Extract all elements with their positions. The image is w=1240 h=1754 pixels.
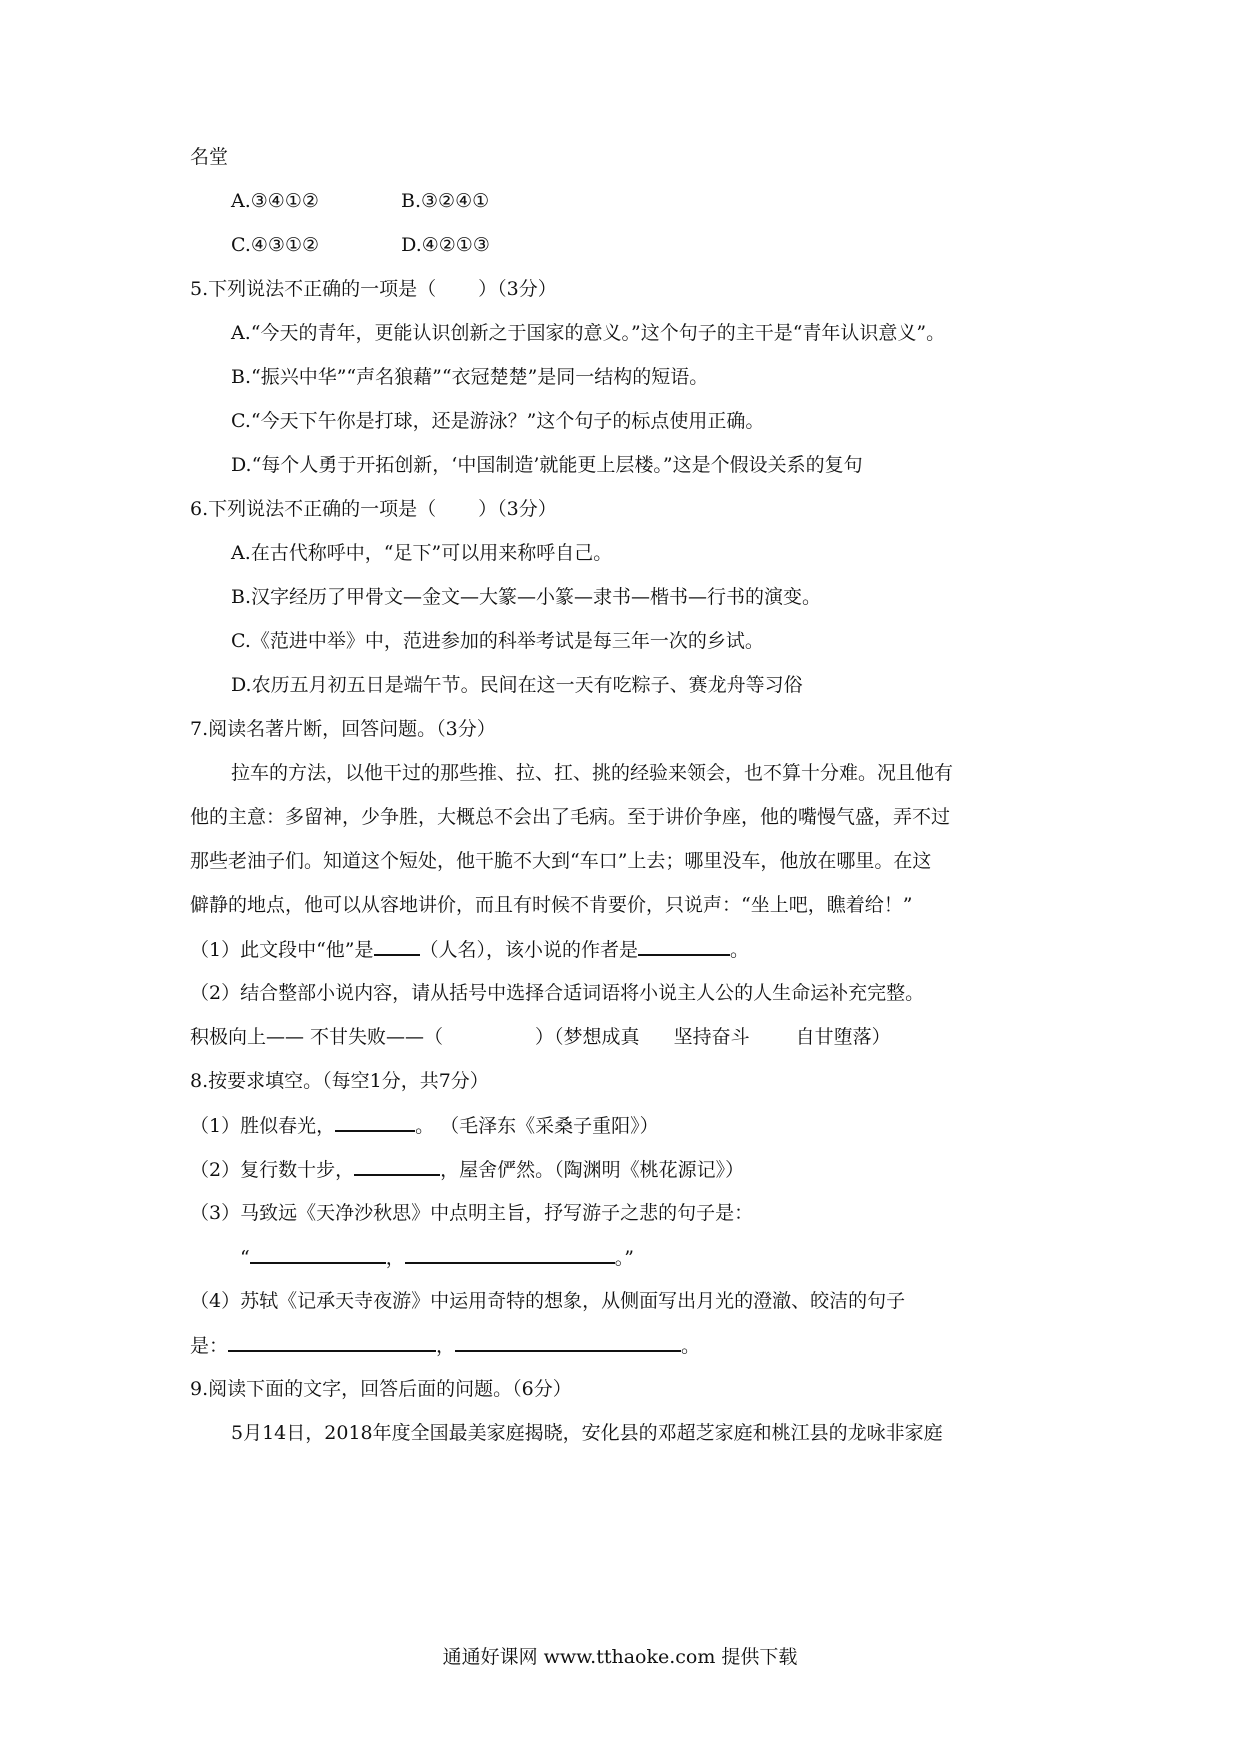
- answer-blank[interactable]: [455, 1332, 681, 1352]
- q5-option-a: A.“今天的青年，更能认识创新之于国家的意义。”这个句子的主干是“青年认识意义”。: [231, 322, 946, 344]
- q6-option-d: D.农历五月初五日是端午节。民间在这一天有吃粽子、赛龙舟等习俗: [231, 674, 803, 696]
- q9-passage-line-1: 5月14日，2018年度全国最美家庭揭晓，安化县的邓超芝家庭和桃江县的龙咏非家庭: [231, 1422, 943, 1444]
- q4-option-d: D.④②①③: [401, 234, 490, 256]
- answer-blank[interactable]: [354, 1156, 440, 1176]
- q8-sub-3: （3）马致远《天净沙秋思》中点明主旨，抒写游子之悲的句子是：: [190, 1202, 754, 1224]
- answer-blank[interactable]: [250, 1244, 386, 1264]
- footer-credit: 通通好课网 www.tthaoke.com 提供下载: [442, 1646, 798, 1668]
- q4-option-c: C.④③①②: [231, 234, 320, 256]
- q4-options-row-1: [231, 188, 489, 214]
- q8-sub-4: （4）苏轼《记承天寺夜游》中运用奇特的想象，从侧面写出月光的澄澈、皎洁的句子: [190, 1290, 906, 1312]
- q7-passage-line-2: 他的主意：多留神，少争胜，大概总不会出了毛病。至于讲价争座，他的嘴慢气盛，弄不过: [190, 806, 951, 828]
- q7-sub-2: （2）结合整部小说内容，请从括号中选择合适词语将小说主人公的人生命运补充完整。: [190, 982, 925, 1004]
- continuation-text: 名堂: [190, 146, 229, 168]
- q5-option-b: B.“振兴中华”“声名狼藉”“衣冠楚楚”是同一结构的短语。: [231, 366, 709, 388]
- q7-passage-line-1: 拉车的方法，以他干过的那些推、拉、扛、挑的经验来领会，也不算十分难。况且他有: [231, 762, 954, 784]
- q6-stem: 6.下列说法不正确的一项是（ ）（3分）: [190, 498, 557, 520]
- q5-stem: 5.下列说法不正确的一项是（ ）（3分）: [190, 278, 557, 300]
- q4-options-row-2: [231, 232, 490, 258]
- q8-sub-4-answer: 是： ， 。: [190, 1332, 700, 1359]
- q6-option-c: C.《范进中举》中，范进参加的科举考试是每三年一次的乡试。: [231, 630, 764, 652]
- answer-blank[interactable]: [374, 936, 420, 956]
- q6-option-a: A.在古代称呼中，“足下”可以用来称呼自己。: [231, 542, 613, 564]
- q9-stem: 9.阅读下面的文字，回答后面的问题。（6分）: [190, 1378, 572, 1400]
- q7-sub-2-choices: 积极向上—— 不甘失败——（ ）（梦想成真 坚持奋斗 自甘堕落）: [190, 1026, 891, 1048]
- answer-blank[interactable]: [405, 1244, 615, 1264]
- answer-blank[interactable]: [228, 1332, 436, 1352]
- q6-option-b: B.汉字经历了甲骨文—金文—大篆—小篆—隶书—楷书—行书的演变。: [231, 586, 822, 608]
- q8-sub-3-answer: “ ， 。”: [240, 1244, 634, 1271]
- q5-option-d: D.“每个人勇于开拓创新，‘中国制造’就能更上层楼。”这是个假设关系的复句: [231, 454, 863, 476]
- q8-sub-2: （2）复行数十步， ，屋舍俨然。（陶渊明《桃花源记》）: [190, 1156, 744, 1183]
- q8-sub-1: （1）胜似春光， 。 （毛泽东《采桑子重阳》）: [190, 1112, 659, 1139]
- q7-passage-line-4: 僻静的地点，他可以从容地讲价，而且有时候不肯要价，只说声：“坐上吧，瞧着给！”: [190, 894, 913, 916]
- q7-stem: 7.阅读名著片断，回答问题。（3分）: [190, 718, 496, 740]
- q4-option-a: A.③④①②: [231, 190, 319, 212]
- q4-option-b: B.③②④①: [401, 190, 490, 212]
- answer-blank[interactable]: [335, 1112, 415, 1132]
- q7-passage-line-3: 那些老油子们。知道这个短处，他干脆不大到“车口”上去；哪里没车，他放在哪里。在这: [190, 850, 932, 872]
- q5-option-c: C.“今天下午你是打球，还是游泳？”这个句子的标点使用正确。: [231, 410, 765, 432]
- q7-sub-1: （1）此文段中“他”是 （人名），该小说的作者是 。: [190, 936, 749, 963]
- q8-stem: 8.按要求填空。（每空1分，共7分）: [190, 1070, 489, 1092]
- answer-blank[interactable]: [638, 936, 730, 956]
